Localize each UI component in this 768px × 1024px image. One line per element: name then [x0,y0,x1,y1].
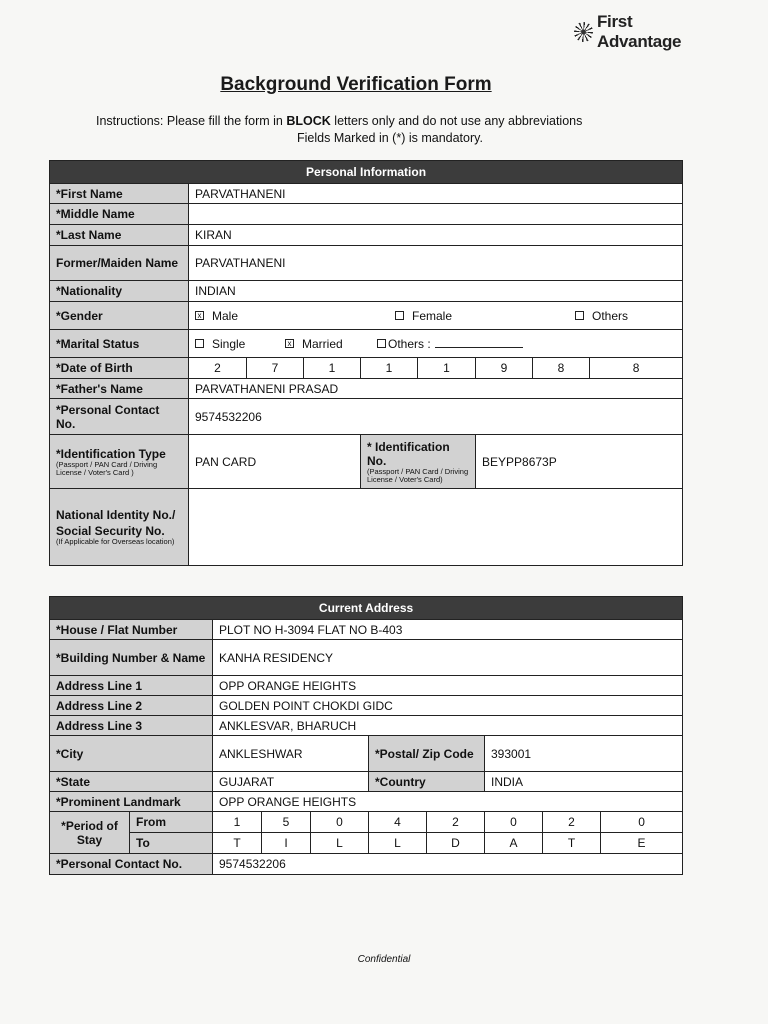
male-label: Male [212,308,239,323]
house-number-label: *House / Flat Number [50,620,213,640]
identification-number-hint: (Passport / PAN Card / Driving License / Voter's Card) [367,466,469,484]
national-identity-hint: (If Applicable for Overseas location) [56,537,175,546]
address-line-2-label: Address Line 2 [50,696,213,716]
dob-digit[interactable]: 7 [247,358,304,379]
identification-type-label: *Identification Type (Passport / PAN Card / Driving License / Voter's Card ) [50,435,189,489]
landmark-field[interactable]: OPP ORANGE HEIGHTS [213,792,683,812]
to-char[interactable]: T [543,833,601,854]
first-name-label: *First Name [50,184,189,204]
marital-option-others[interactable] [377,337,523,351]
first-name-field[interactable]: PARVATHANENI [189,184,683,204]
nationality-field[interactable]: INDIAN [189,281,683,302]
single-checkbox[interactable] [195,339,204,348]
dob-digit[interactable]: 1 [361,358,418,379]
last-name-label: *Last Name [50,225,189,246]
middle-name-label: *Middle Name [50,204,189,225]
address-line-3-label: Address Line 3 [50,716,213,736]
father-name-field[interactable]: PARVATHANENI PRASAD [189,379,683,399]
from-digit[interactable]: 0 [601,812,683,833]
form-title: Background Verification Form [220,74,492,95]
nationality-label: *Nationality [50,281,189,302]
house-number-field[interactable]: PLOT NO H-3094 FLAT NO B-403 [213,620,683,640]
gender-label: *Gender [50,302,189,330]
father-name-label: *Father's Name [50,379,189,399]
from-digit[interactable]: 2 [543,812,601,833]
identification-number-field[interactable]: BEYPP8673P [476,435,683,489]
current-address-header: Current Address [50,597,683,620]
to-char[interactable]: E [601,833,683,854]
building-field[interactable]: KANHA RESIDENCY [213,640,683,676]
city-field[interactable]: ANKLESHWAR [213,736,369,772]
personal-information-table [49,160,683,566]
postal-code-label: *Postal/ Zip Code [369,736,485,772]
landmark-label: *Prominent Landmark [50,792,213,812]
building-label: *Building Number & Name [50,640,213,676]
from-digit[interactable]: 5 [262,812,311,833]
from-digit[interactable]: 1 [213,812,262,833]
male-checkbox[interactable]: x [195,311,204,320]
from-digit[interactable]: 0 [485,812,543,833]
dob-digit[interactable]: 2 [189,358,247,379]
personal-contact-label: *Personal Contact No. [50,399,189,435]
marital-status-label: *Marital Status [50,330,189,358]
marital-others-checkbox[interactable] [377,339,386,348]
city-label: *City [50,736,213,772]
address-line-1-label: Address Line 1 [50,676,213,696]
middle-name-field[interactable] [189,204,683,225]
dob-digit[interactable]: 8 [590,358,683,379]
national-identity-field[interactable] [189,489,683,566]
instructions-line-1: Instructions: Please fill the form in BLOCK letters only and do not use any abbreviations [96,114,583,128]
address-line-3-field[interactable]: ANKLESVAR, BHARUCH [213,716,683,736]
logo-mark-icon [574,22,593,42]
address-line-2-field[interactable]: GOLDEN POINT CHOKDI GIDC [213,696,683,716]
to-char[interactable]: T [213,833,262,854]
married-checkbox[interactable]: x [285,339,294,348]
from-label: From [130,812,213,833]
from-digit[interactable]: 2 [427,812,485,833]
marital-option-married[interactable] [285,337,377,351]
identification-type-field[interactable]: PAN CARD [189,435,361,489]
personal-contact-field[interactable]: 9574532206 [189,399,683,435]
dob-digit[interactable]: 8 [533,358,590,379]
postal-code-field[interactable]: 393001 [485,736,683,772]
state-field[interactable]: GUJARAT [213,772,369,792]
from-digit[interactable]: 4 [369,812,427,833]
marital-others-blank[interactable] [435,346,523,348]
to-char[interactable]: D [427,833,485,854]
marital-options [189,330,683,358]
gender-options [189,302,683,330]
dob-digit[interactable]: 9 [476,358,533,379]
female-checkbox[interactable] [395,311,404,320]
confidential-footer: Confidential [357,954,411,965]
married-label: Married [302,336,343,351]
identification-type-hint: (Passport / PAN Card / Driving License / Voter's Card ) [56,459,158,477]
first-advantage-logo [574,12,714,51]
instructions-line-2: Fields Marked in (*) is mandatory. [297,131,483,145]
period-of-stay-label: *Period of Stay [50,812,130,854]
state-label: *State [50,772,213,792]
address-line-1-field[interactable]: OPP ORANGE HEIGHTS [213,676,683,696]
country-label: *Country [369,772,485,792]
to-char[interactable]: L [369,833,427,854]
gender-option-male[interactable] [195,309,395,323]
others-checkbox[interactable] [575,311,584,320]
identification-number-label: * Identification No. (Passport / PAN Card / Driving License / Voter's Card) [361,435,476,489]
marital-option-single[interactable] [195,337,285,351]
last-name-field[interactable]: KIRAN [189,225,683,246]
to-label: To [130,833,213,854]
national-identity-label: National Identity No./ Social Security No. (If Applicable for Overseas location) [50,489,189,566]
dob-digit[interactable]: 1 [304,358,361,379]
female-label: Female [412,308,453,323]
personal-information-header: Personal Information [50,161,683,184]
gender-option-female[interactable] [395,309,575,323]
single-label: Single [212,336,246,351]
date-of-birth-label: *Date of Birth [50,358,189,379]
others-label: Others [592,308,629,323]
to-char[interactable]: A [485,833,543,854]
former-name-label: Former/Maiden Name [50,246,189,281]
logo-text: First Advantage [596,12,682,51]
address-contact-label: *Personal Contact No. [50,854,213,875]
address-contact-field[interactable]: 9574532206 [213,854,683,875]
gender-option-others[interactable] [575,309,628,323]
to-char[interactable]: L [311,833,369,854]
former-name-field[interactable]: PARVATHANENI [189,246,683,281]
country-field[interactable]: INDIA [485,772,683,792]
current-address-table [49,596,683,875]
dob-digit[interactable]: 1 [418,358,476,379]
from-digit[interactable]: 0 [311,812,369,833]
to-char[interactable]: I [262,833,311,854]
marital-others-label: Others : [388,336,431,351]
